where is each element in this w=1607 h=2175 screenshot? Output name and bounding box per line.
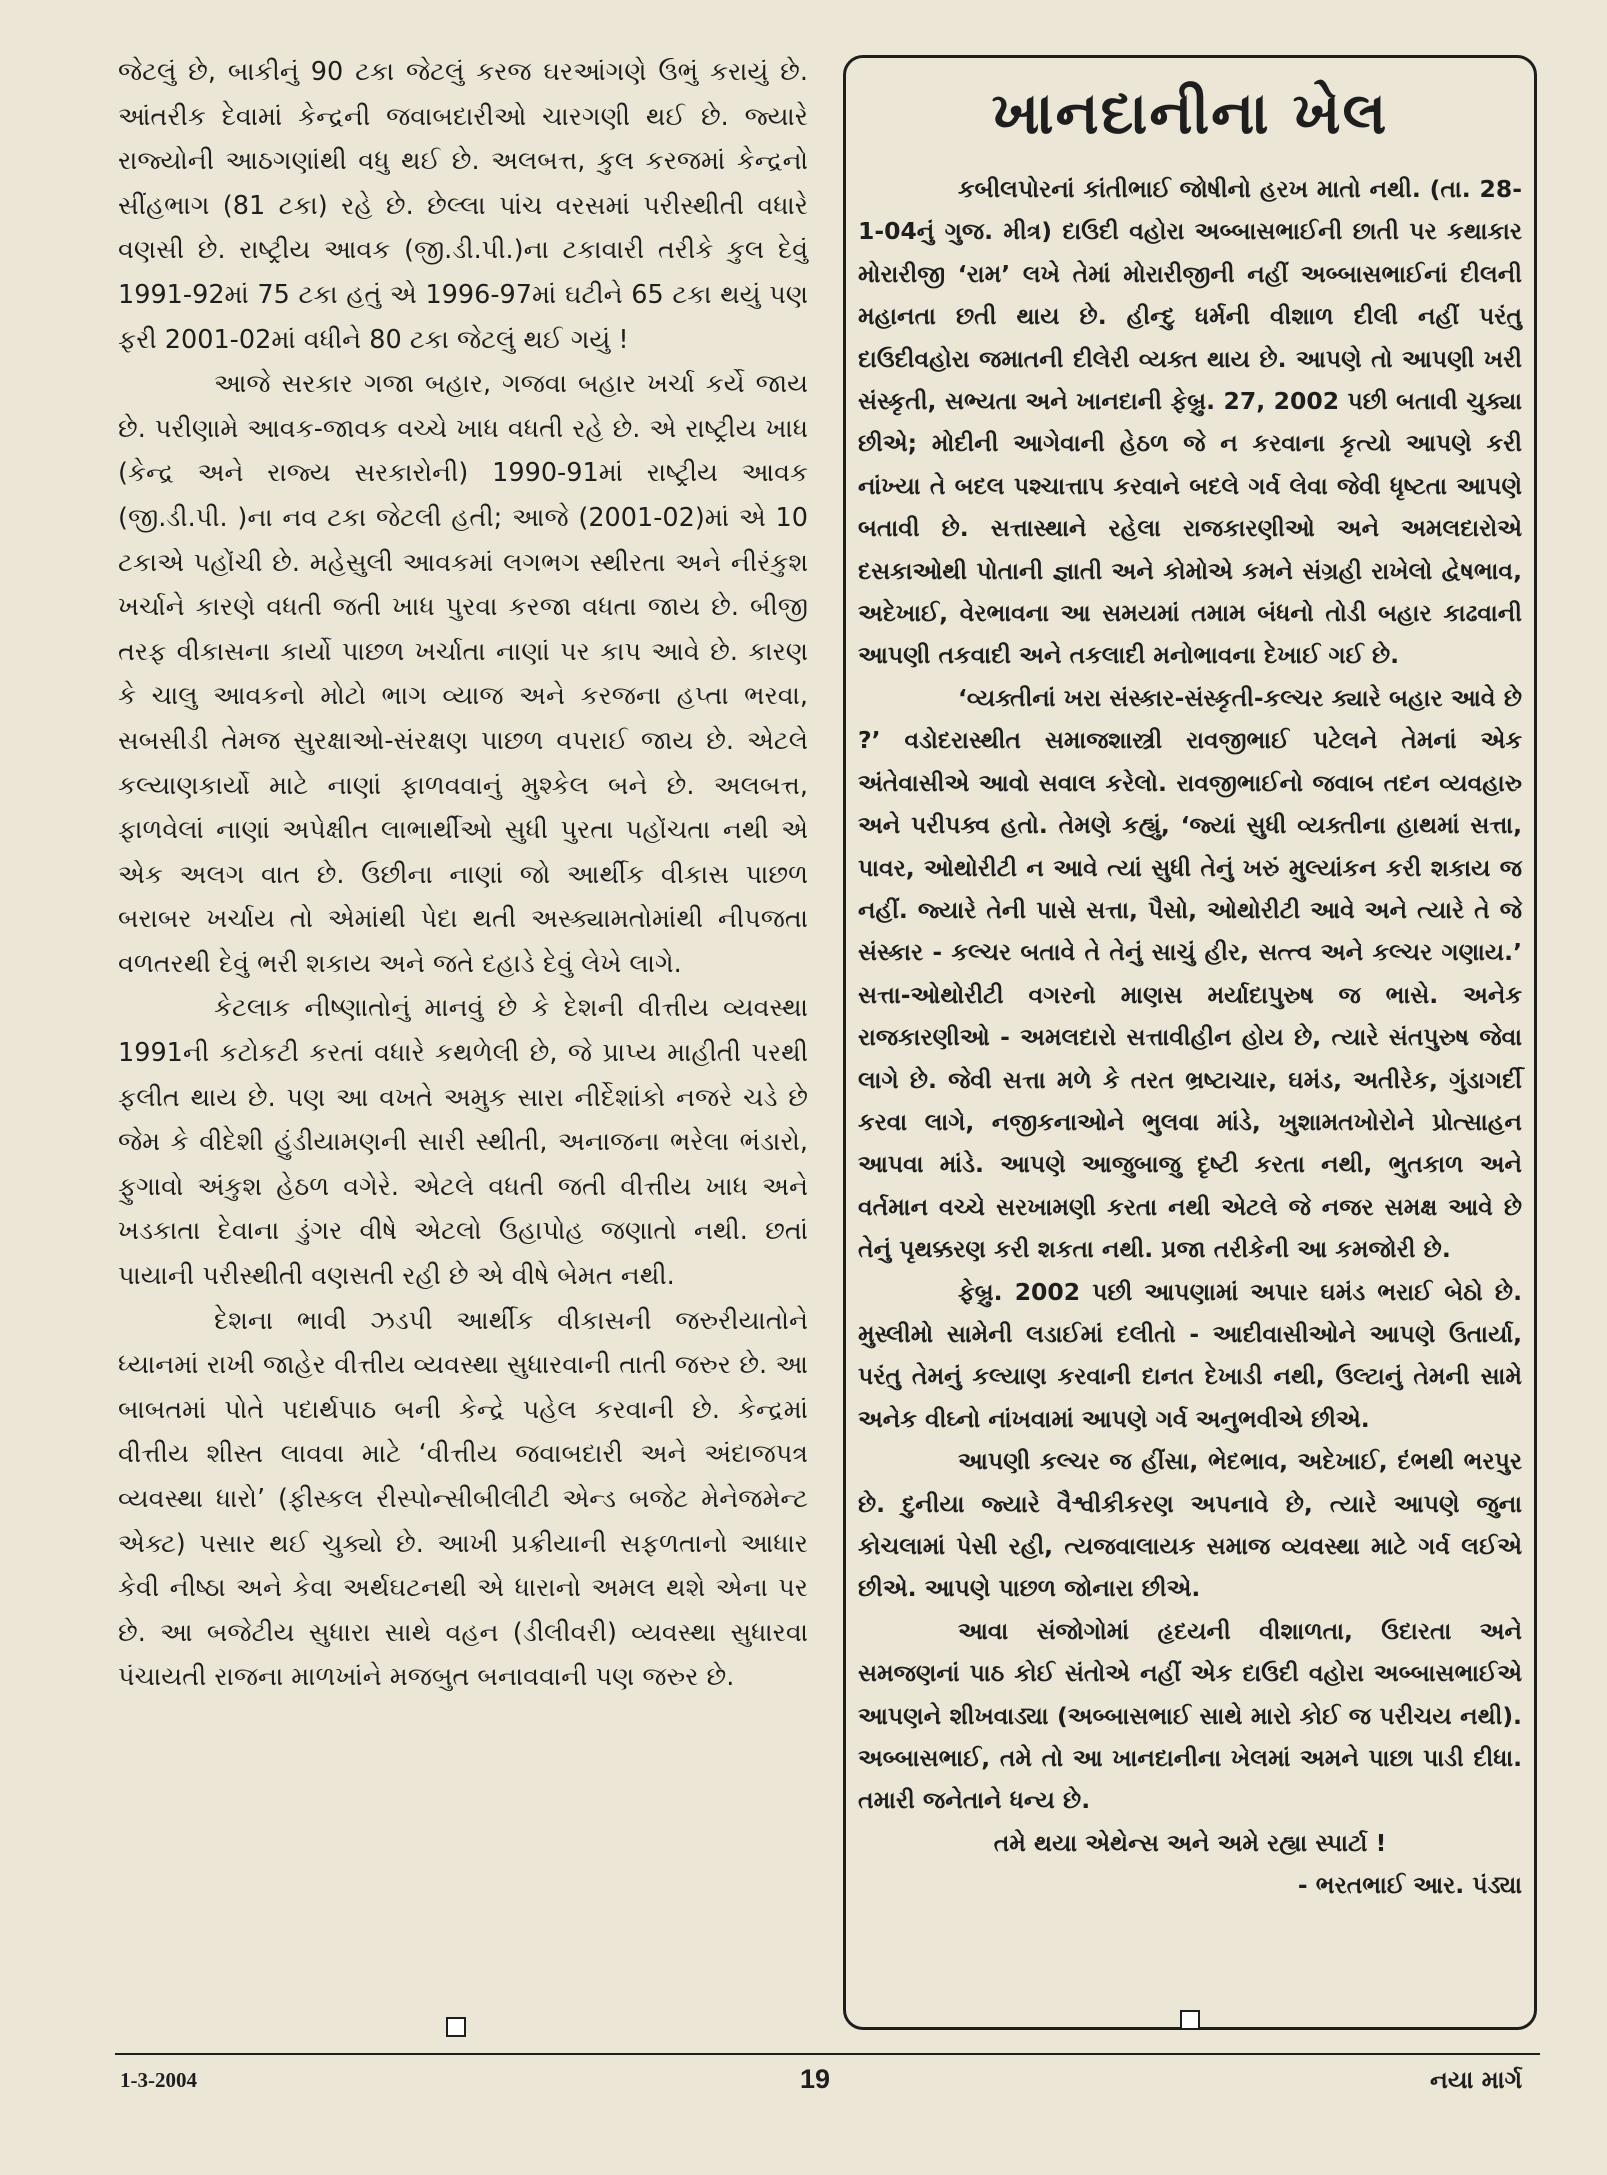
article-paragraph: જેટલું છે, બાકીનું 90 ટકા જેટલું કરજ ઘરઆંગણે ઉભું કરાયું છે. આંતરીક દેવામાં કેન્દ્રની જવાબદારીઓ ચારગણી થઈ છે. જ્યારે રાજ્યોની આઠગણાંથી વધુ થઈ છે. અલબત્ત, કુલ કરજમાં કેન્દ્રનો સીંહભાગ (81 ટકા) રહે છે. છેલ્લા પાંચ વરસમાં પરીસ્થીતી વધારે વણસી છે. રાષ્ટ્રીય આવક (જી.ડી.પી.)ના ટકાવારી તરીકે કુલ દેવું 1991-92માં 75 ટકા હતું એ 1996-97માં ઘટીને 65 ટકા થયું પણ ફરી 2001-02માં વધીને 80 ટકા જેટલું થઈ ગયું ! <box>118 57 808 355</box>
article-paragraph: આજે સરકાર ગજા બહાર, ગજવા બહાર ખર્ચા કર્યે જાય છે. પરીણામે આવક-જાવક વચ્ચે ખાધ વધતી રહે છે. એ રાષ્ટ્રીય ખાધ (કેન્દ્ર અને રાજ્ય સરકારોની) 1990-91માં રાષ્ટ્રીય આવક (જી.ડી.પી. )ના નવ ટકા જેટલી હતી; આજે (2001-02)માં એ 10 ટકાએ પહોંચી છે. મહેસુલી આવકમાં લગભગ સ્થીરતા અને નીરંકુશ ખર્ચાને કારણે વધતી જતી ખાધ પુરવા કરજા વધતા જાય છે. બીજી તરફ વીકાસના કાર્યો પાછળ ખર્ચાતા નાણાં પર કાપ આવે છે. કારણ કે ચાલુ આવકનો મોટો ભાગ વ્યાજ અને કરજના હપ્તા ભરવા, સબસીડી તેમજ સુરક્ષાઓ-સંરક્ષણ પાછળ વપરાઈ જાય છે. એટલે કલ્યાણકાર્યો માટે નાણાં ફાળવવાનું મુશ્કેલ બને છે. અલબત્ત, ફાળવેલાં નાણાં અપેક્ષીત લાભાર્થીઓ સુધી પુરતા પહોંચતા નથી એ એક અલગ વાત છે. ઉછીના નાણાં જો આર્થીક વીકાસ પાછળ બરાબર ખર્ચાય તો એમાંથી પેદા થતી અસ્ક્યામતોમાંથી નીપજતા વળતરથી દેવું ભરી શકાય અને જતે દહાડે દેવું લેખે લાગે. <box>118 369 808 979</box>
boxed-closing-line: તમે થયા એથેન્સ અને અમે રહ્યા સ્પાર્ટા ! <box>993 1828 1387 1857</box>
boxed-paragraph: આવા સંજોગોમાં હૃદયની વીશાળતા, ઉદારતા અને સમજણનાં પાઠ કોઈ સંતોએ નહીં એક દાઉદી વહોરા અબ્બાસભાઈએ આપણને શીખવાડ્યા (અબ્બાસભાઈ સાથે મારો કોઈ જ પરીચય નથી). અબ્બાસભાઈ, તમે તો આ ખાનદાનીના ખેલમાં અમને પાછા પાડી દીધા. તમારી જનેતાને ધન્ય છે. <box>858 1616 1522 1815</box>
magazine-name: નયા માર્ગ <box>1430 2066 1523 2094</box>
footer-rule <box>115 2053 1540 2055</box>
boxed-article-title: ખાનદાનીના ખેલ <box>991 79 1389 147</box>
boxed-paragraph: ફેબ્રુ. 2002 પછી આપણામાં અપાર ઘમંડ ભરાઈ બેઠો છે. મુસ્લીમો સામેની લડાઈમાં દલીતો - આદીવાસીઓને આપણે ઉતાર્યા, પરંતુ તેમનું કલ્યાણ કરવાની દાનત દેખાડી નથી, ઉલ્ટાનું તેમની સામે અનેક વીઘ્નો નાંખવામાં આપણે ગર્વ અનુભવીએ છીએ. <box>858 1277 1522 1433</box>
page-number: 19 <box>800 2064 831 2094</box>
boxed-article-body <box>858 168 1522 1907</box>
boxed-end-mark <box>1180 2010 1200 2030</box>
article-paragraph: કેટલાક નીષ્ણાતોનું માનવું છે કે દેશની વીત્તીય વ્યવસ્થા 1991ની કટોકટી કરતાં વધારે કથળેલી છે, જે પ્રાપ્ય માહીતી પરથી ફલીત થાય છે. પણ આ વખતે અમુક સારા નીર્દેશાંકો નજરે ચડે છે જેમ કે વીદેશી હુંડીયામણની સારી સ્થીતી, અનાજના ભરેલા ભંડારો, ફુગાવો અંકુશ હેઠળ વગેરે. એટલે વધતી જતી વીત્તીય ખાધ અને ખડકાતા દેવાના ડુંગર વીષે એટલો ઉહાપોહ જણાતો નથી. છતાં પાયાની પરીસ્થીતી વણસતી રહી છે એ વીષે બેમત નથી. <box>118 993 808 1292</box>
author-signature: - ભરતભાઈ આર. પંડ્યા <box>1297 1871 1522 1900</box>
boxed-paragraph: કબીલપોરનાં કાંતીભાઈ જોષીનો હરખ માતો નથી. (તા. 28-1-04નું ગુજ. મીત્ર) દાઉદી વહોરા અબ્બાસભાઈની છાતી પર કથાકાર મોરારીજી ‘રામ’ લખે તેમાં મોરારીજીની નહીં અબ્બાસભાઈનાં દીલની મહાનતા છતી થાય છે. હીન્દુ ધર્મની વીશાળ દીલી નહીં પરંતુ દાઉદીવહોરા જમાતની દીલેરી વ્યક્ત થાય છે. આપણે તો આપણી ખરી સંસ્કૃતી, સભ્યતા અને ખાનદાની ફેબ્રુ. 27, 2002 પછી બતાવી ચુક્યા છીએ; મોદીની આગેવાની હેઠળ જે ન કરવાના કૃત્યો આપણે કરી નાંખ્યા તે બદલ પશ્ચાત્તાપ કરવાને બદલે ગર્વ લેવા જેવી ધૃષ્ટતા આપણે બતાવી છે. સત્તાસ્થાને રહેલા રાજકારણીઓ અને અમલદારોએ દસકાઓથી પોતાની જ્ઞાતી અને કોમોએ કમને સંગ્રહી રાખેલો દ્વેષભાવ, અદેખાઈ, વેરભાવના આ સમયમાં તમામ બંધનો તોડી બહાર કાઢવાની આપણી તકવાદી અને તકલાદી મનોભાવના દેખાઈ ગઈ છે. <box>858 175 1522 670</box>
article-paragraph: દેશના ભાવી ઝડપી આર્થીક વીકાસની જરુરીયાતોને ધ્યાનમાં રાખી જાહેર વીત્તીય વ્યવસ્થા સુધારવાની તાતી જરુર છે. આ બાબતમાં પોતે પદાર્થપાઠ બની કેન્દ્રે પહેલ કરવાની છે. કેન્દ્રમાં વીત્તીય શીસ્ત લાવવા માટે ‘વીત્તીય જવાબદારી અને અંદાજપત્ર વ્યવસ્થા ધારો’ (ફીસ્કલ રીસ્પોન્સીબીલીટી એન્ડ બજેટ મેનેજમેન્ટ એક્ટ) પસાર થઈ ચુક્યો છે. આખી પ્રક્રીયાની સફળતાનો આધાર કેવી નીષ્ઠા અને કેવા અર્થઘટનથી એ ધારાનો અમલ થશે એના પર છે. આ બજેટીય સુધારા સાથે વહન (ડીલીવરી) વ્યવસ્થા સુધારવા પંચાયતી રાજના માળખાંને મજબુત બનાવવાની પણ જરુર છે. <box>118 1305 808 1693</box>
left-article-column <box>118 50 808 1700</box>
boxed-paragraph: આપણી કલ્ચર જ હીંસા, ભેદભાવ, અદેખાઈ, દંભથી ભરપુર છે. દુનીયા જ્યારે વૈશ્વીકીકરણ અપનાવે છે, ત્યારે આપણે જુના કોચલામાં પેસી રહી, ત્યજવાલાયક સમાજ વ્યવસ્થા માટે ગર્વ લઈએ છીએ. આપણે પાછળ જોનારા છીએ. <box>858 1447 1522 1603</box>
footer-date: 1-3-2004 <box>120 2068 197 2092</box>
article-end-mark <box>446 2017 466 2037</box>
boxed-paragraph: ‘વ્યક્તીનાં ખરા સંસ્કાર-સંસ્કૃતી-કલ્ચર ક્યારે બહાર આવે છે ?’ વડોદરાસ્થીત સમાજશાસ્ત્રી રાવજીભાઈ પટેલને તેમનાં એક અંતેવાસીએ આવો સવાલ કરેલો. રાવજીભાઈનો જવાબ તદન વ્યવહારુ અને પરીપક્વ હતો. તેમણે કહ્યું, ‘જ્યાં સુધી વ્યક્તીના હાથમાં સત્તા, પાવર, ઓથોરીટી ન આવે ત્યાં સુધી તેનું ખરું મુલ્યાંકન કરી શકાય જ નહીં. જ્યારે તેની પાસે સત્તા, પૈસો, ઓથોરીટી આવે અને ત્યારે તે જે સંસ્કાર - કલ્ચર બતાવે તે તેનું સાચું હીર, સત્ત્વ અને કલ્ચર ગણાય.’ સત્તા-ઓથોરીટી વગરનો માણસ મર્યાદાપુરુષ જ ભાસે. અનેક રાજકારણીઓ - અમલદારો સત્તાવીહીન હોય છે, ત્યારે સંતપુરુષ જેવા લાગે છે. જેવી સત્તા મળે કે તરત ભ્રષ્ટાચાર, ઘમંડ, અતીરેક, ગુંડાગર્દી કરવા લાગે, નજીકનાઓને ભુલવા માંડે, ખુશામતખોરોને પ્રોત્સાહન આપવા માંડે. આપણે આજુબાજુ દૃષ્ટી કરતા નથી, ભુતકાળ અને વર્તમાન વચ્ચે સરખામણી કરતા નથી એટલે જે નજર સમક્ષ આવે છે તેનું પૃથક્કરણ કરી શકતા નથી. પ્રજા તરીકેની આ કમજોરી છે. <box>858 683 1522 1264</box>
